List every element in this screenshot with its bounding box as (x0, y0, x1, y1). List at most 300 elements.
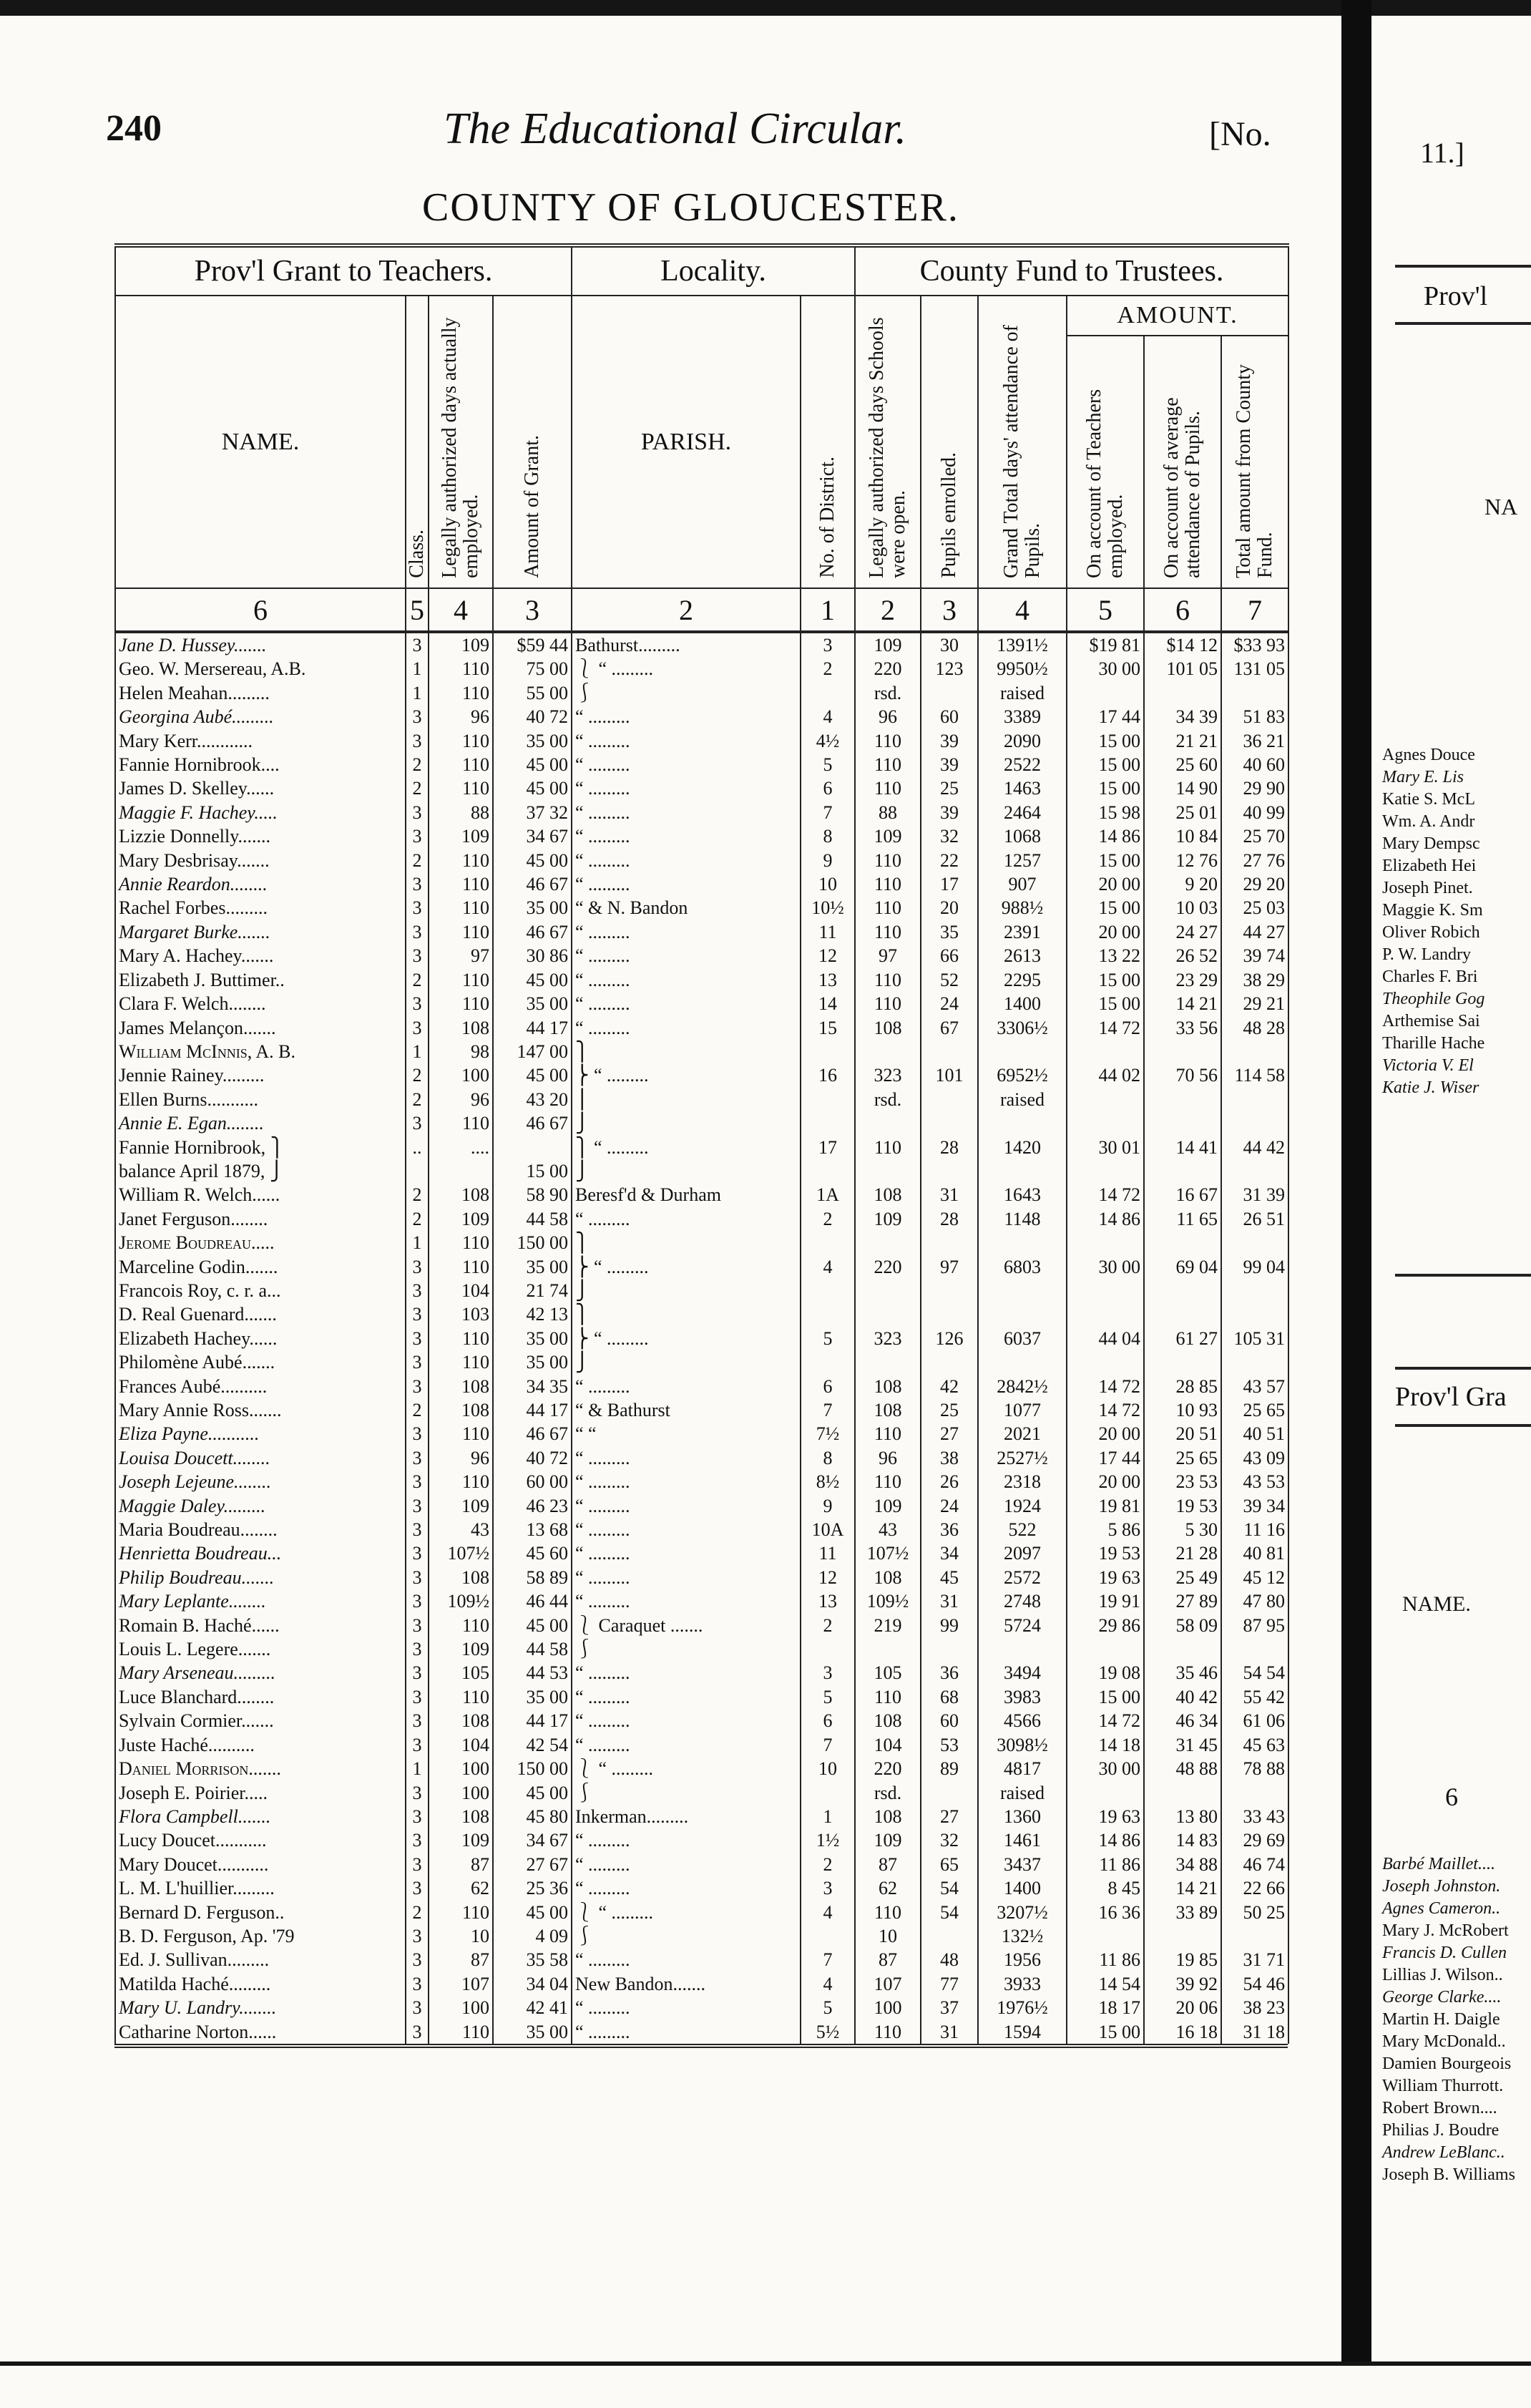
adjacent-list-item: P. W. Landry (1382, 945, 1472, 964)
cell-parish: ⎱ Caraquet ....... (572, 1614, 801, 1637)
cell-enrolled: 54 (921, 1876, 978, 1900)
cell-total-fund (1221, 1924, 1288, 1948)
cell-parish: “ ......... (572, 801, 801, 824)
cell-parish: ⎰ (572, 681, 801, 705)
cell-on-average (1144, 1159, 1221, 1183)
cell-district (801, 1637, 855, 1661)
cell-name: Matilda Haché......... (115, 1972, 406, 1996)
cell-attendance: raised (978, 1781, 1067, 1805)
cell-grant: 35 00 (493, 992, 572, 1015)
header-on-average: On account of average attendance of Pupils. (1144, 336, 1221, 588)
table-row (115, 1279, 1288, 1302)
table-row (115, 1136, 1288, 1159)
cell-class: 2 (406, 968, 429, 992)
adjacent-list-item: Maggie K. Sm (1382, 901, 1483, 920)
header-class: Class. (406, 296, 429, 588)
cell-class: 3 (406, 1781, 429, 1805)
cell-district (801, 1088, 855, 1111)
cell-enrolled: 27 (921, 1422, 978, 1446)
cell-on-average: 25 01 (1144, 801, 1221, 824)
cell-name: Maria Boudreau........ (115, 1518, 406, 1541)
cell-class: 2 (406, 1088, 429, 1111)
cell-district: 11 (801, 920, 855, 944)
cell-parish: “ ......... (572, 1996, 801, 2019)
cell-attendance: 3437 (978, 1853, 1067, 1876)
cell-enrolled: 67 (921, 1016, 978, 1040)
cell-name: Mary Leplante........ (115, 1589, 406, 1613)
cell-total-fund: 55 42 (1221, 1685, 1288, 1709)
cell-name: Georgina Aubé......... (115, 705, 406, 728)
cell-on-teachers: 20 00 (1067, 1422, 1144, 1446)
adjacent-list-item: Joseph Pinet. (1382, 879, 1473, 897)
cell-enrolled: 22 (921, 849, 978, 872)
cell-parish: ⎫ (572, 1231, 801, 1254)
cell-district (801, 1350, 855, 1374)
cell-class: 2 (406, 776, 429, 800)
adjacent-list-item: Barbé Maillet.... (1382, 1855, 1495, 1873)
table-row (115, 1375, 1288, 1398)
cell-grant: 35 00 (493, 1255, 572, 1279)
cell-days-employed: 109 (429, 824, 493, 848)
cell-grant: 46 67 (493, 1111, 572, 1135)
cell-class: 3 (406, 1637, 429, 1661)
table-row (115, 1183, 1288, 1207)
cell-attendance: 522 (978, 1518, 1067, 1541)
cell-on-average (1144, 1637, 1221, 1661)
cell-district: 7 (801, 1948, 855, 1971)
cell-grant: 35 00 (493, 729, 572, 753)
cell-class: 3 (406, 1996, 429, 2019)
cell-total-fund: 114 58 (1221, 1063, 1288, 1087)
cell-on-average: 48 88 (1144, 1757, 1221, 1780)
cell-days-open: 107½ (855, 1541, 921, 1565)
cell-district: 6 (801, 1709, 855, 1732)
adjacent-list-item: Lillias J. Wilson.. (1382, 1966, 1503, 1984)
adjacent-rule (1395, 322, 1531, 325)
cell-district: 7 (801, 1733, 855, 1757)
cell-grant: 45 00 (493, 849, 572, 872)
cell-days-open: 110 (855, 753, 921, 776)
cell-enrolled: 30 (921, 632, 978, 657)
cell-days-open: 107 (855, 1972, 921, 1996)
table-row (115, 1398, 1288, 1422)
cell-attendance: 2090 (978, 729, 1067, 753)
cell-attendance: 2842½ (978, 1375, 1067, 1398)
cell-days-employed: 96 (429, 705, 493, 728)
header-grant: Amount of Grant. (493, 296, 572, 588)
cell-class: 1 (406, 1231, 429, 1254)
cell-class: 1 (406, 1040, 429, 1063)
cell-on-average: 40 42 (1144, 1685, 1221, 1709)
cell-on-average: 12 76 (1144, 849, 1221, 872)
cell-total-fund: 36 21 (1221, 729, 1288, 753)
cell-on-average: 23 53 (1144, 1470, 1221, 1493)
header-amount: AMOUNT. (1067, 296, 1288, 336)
cell-on-teachers: 14 86 (1067, 824, 1144, 848)
cell-parish: “ ......... (572, 1685, 801, 1709)
cell-name: Louis L. Legere....... (115, 1637, 406, 1661)
cell-on-average: 25 65 (1144, 1446, 1221, 1470)
cell-total-fund (1221, 1279, 1288, 1302)
cell-parish: “ ......... (572, 1566, 801, 1589)
cell-district: 6 (801, 776, 855, 800)
cell-on-average: 19 53 (1144, 1494, 1221, 1518)
cell-on-teachers: 5 86 (1067, 1518, 1144, 1541)
cell-total-fund: 38 23 (1221, 1996, 1288, 2019)
cell-grant: 150 00 (493, 1757, 572, 1780)
cell-on-teachers: 14 54 (1067, 1972, 1144, 1996)
adjacent-name-label: NAME. (1402, 1592, 1471, 1616)
cell-district: 12 (801, 1566, 855, 1589)
cell-district: 15 (801, 1016, 855, 1040)
cell-attendance: 2021 (978, 1422, 1067, 1446)
cell-attendance: 1257 (978, 849, 1067, 872)
cell-days-employed: 103 (429, 1302, 493, 1326)
cell-days-open: 110 (855, 729, 921, 753)
adjacent-list-item: Oliver Robich (1382, 923, 1480, 942)
cell-district: 3 (801, 632, 855, 657)
cell-days-open (855, 1040, 921, 1063)
cell-grant: 43 20 (493, 1088, 572, 1111)
cell-enrolled: 42 (921, 1375, 978, 1398)
cell-days-employed: 87 (429, 1948, 493, 1971)
cell-days-employed: 104 (429, 1733, 493, 1757)
cell-days-employed: 107½ (429, 1541, 493, 1565)
cell-days-employed: 110 (429, 1350, 493, 1374)
cell-class: 3 (406, 1853, 429, 1876)
cell-total-fund: 61 06 (1221, 1709, 1288, 1732)
adjacent-list-item: William Thurrott. (1382, 2077, 1504, 2095)
cell-name: Mary Doucet........... (115, 1853, 406, 1876)
cell-on-teachers (1067, 1111, 1144, 1135)
cell-grant: 15 00 (493, 1159, 572, 1183)
cell-attendance: 1400 (978, 992, 1067, 1015)
cell-on-average: 14 21 (1144, 1876, 1221, 1900)
cell-district: 7 (801, 801, 855, 824)
cell-name: Mary A. Hachey....... (115, 944, 406, 967)
cell-on-average: 14 21 (1144, 992, 1221, 1015)
cell-on-average: 13 80 (1144, 1805, 1221, 1828)
cell-parish: ⎱ “ ......... (572, 657, 801, 681)
cell-parish: “ & N. Bandon (572, 896, 801, 920)
cell-name: Jane D. Hussey....... (115, 632, 406, 657)
cell-enrolled: 45 (921, 1566, 978, 1589)
cell-parish: Bathurst......... (572, 632, 801, 657)
cell-days-employed: 10 (429, 1924, 493, 1948)
cell-days-employed: 107 (429, 1972, 493, 1996)
table-row (115, 1781, 1288, 1805)
cell-days-employed: 110 (429, 1614, 493, 1637)
cell-class: 3 (406, 729, 429, 753)
cell-attendance (978, 1637, 1067, 1661)
cell-attendance: 9950½ (978, 657, 1067, 681)
cell-name: Maggie F. Hachey..... (115, 801, 406, 824)
cell-days-open: 43 (855, 1518, 921, 1541)
cell-days-employed: 43 (429, 1518, 493, 1541)
cell-total-fund: 25 70 (1221, 824, 1288, 848)
cell-grant: 42 13 (493, 1302, 572, 1326)
cell-on-teachers: 29 86 (1067, 1614, 1144, 1637)
cell-days-employed: 110 (429, 657, 493, 681)
table-row (115, 1901, 1288, 1924)
cell-days-open: 110 (855, 992, 921, 1015)
table-row (115, 1518, 1288, 1541)
cell-enrolled (921, 1637, 978, 1661)
cell-total-fund: 39 34 (1221, 1494, 1288, 1518)
cell-attendance: 3983 (978, 1685, 1067, 1709)
cell-name: L. M. L'huillier......... (115, 1876, 406, 1900)
cell-on-teachers: 19 53 (1067, 1541, 1144, 1565)
table-row (115, 944, 1288, 967)
cell-name: Ellen Burns........... (115, 1088, 406, 1111)
cell-on-average (1144, 1302, 1221, 1326)
adjacent-list-item: Martin H. Daigle (1382, 2010, 1500, 2029)
cell-days-employed: 110 (429, 896, 493, 920)
issue-number: [No. (1209, 115, 1271, 153)
cell-days-open (855, 1279, 921, 1302)
cell-days-employed: 110 (429, 1470, 493, 1493)
cell-attendance: 4817 (978, 1757, 1067, 1780)
cell-attendance: 1391½ (978, 632, 1067, 657)
cell-parish: “ ......... (572, 1518, 801, 1541)
cell-days-employed (429, 1159, 493, 1183)
cell-on-teachers: 20 00 (1067, 1470, 1144, 1493)
cell-on-average: 10 84 (1144, 824, 1221, 848)
grant-table-container (114, 243, 1288, 2048)
table-row (115, 632, 1288, 657)
cell-total-fund (1221, 1088, 1288, 1111)
table-row (115, 1302, 1288, 1326)
cell-on-average (1144, 1111, 1221, 1135)
cell-days-employed: 87 (429, 1853, 493, 1876)
cell-on-average: 27 89 (1144, 1589, 1221, 1613)
cell-enrolled (921, 1350, 978, 1374)
cell-on-teachers: 14 86 (1067, 1207, 1144, 1231)
table-row (115, 1805, 1288, 1828)
cell-attendance: 4566 (978, 1709, 1067, 1732)
cell-enrolled: 48 (921, 1948, 978, 1971)
cell-enrolled: 37 (921, 1996, 978, 2019)
table-row (115, 1876, 1288, 1900)
cell-on-average (1144, 1781, 1221, 1805)
cell-enrolled: 20 (921, 896, 978, 920)
table-row (115, 1614, 1288, 1637)
cell-name: Mary Kerr............ (115, 729, 406, 753)
cell-on-teachers: 14 72 (1067, 1016, 1144, 1040)
cell-district (801, 1040, 855, 1063)
cell-parish: ⎫ “ ......... (572, 1136, 801, 1159)
cell-total-fund: 29 90 (1221, 776, 1288, 800)
cell-on-average: 101 05 (1144, 657, 1221, 681)
cell-parish: “ “ (572, 1422, 801, 1446)
cell-on-teachers: 14 18 (1067, 1733, 1144, 1757)
cell-days-employed: 110 (429, 849, 493, 872)
cell-parish: ⎱ “ ......... (572, 1901, 801, 1924)
cell-grant: 45 00 (493, 753, 572, 776)
cell-name: Jerome Boudreau..... (115, 1231, 406, 1254)
cell-enrolled (921, 1924, 978, 1948)
cell-on-average (1144, 681, 1221, 705)
adjacent-list-item: Andrew LeBlanc.. (1382, 2143, 1505, 2162)
cell-district: 2 (801, 1614, 855, 1637)
cell-attendance: 1068 (978, 824, 1067, 848)
table-row (115, 1494, 1288, 1518)
cell-enrolled: 52 (921, 968, 978, 992)
cell-on-average: 58 09 (1144, 1614, 1221, 1637)
cell-days-employed: .... (429, 1136, 493, 1159)
cell-enrolled (921, 1231, 978, 1254)
cell-enrolled: 17 (921, 872, 978, 896)
cell-name: Elizabeth J. Buttimer.. (115, 968, 406, 992)
cell-class: 3 (406, 872, 429, 896)
cell-days-employed: 110 (429, 1255, 493, 1279)
cell-class: 3 (406, 1733, 429, 1757)
cell-grant: 45 80 (493, 1805, 572, 1828)
cell-on-teachers: 30 00 (1067, 1757, 1144, 1780)
adjacent-rule (1395, 1274, 1531, 1277)
cell-district (801, 1302, 855, 1326)
cell-class: 3 (406, 1255, 429, 1279)
table-row (115, 681, 1288, 705)
cell-class: 3 (406, 1446, 429, 1470)
cell-on-average: 33 56 (1144, 1016, 1221, 1040)
cell-attendance: 6037 (978, 1327, 1067, 1350)
top-border (0, 0, 1531, 16)
cell-on-average (1144, 1231, 1221, 1254)
table-row (115, 1685, 1288, 1709)
cell-grant: 34 67 (493, 824, 572, 848)
cell-parish: “ ......... (572, 2020, 801, 2044)
cell-enrolled: 77 (921, 1972, 978, 1996)
cell-enrolled: 39 (921, 753, 978, 776)
cell-on-teachers: 19 63 (1067, 1805, 1144, 1828)
adjacent-rule (1395, 265, 1531, 268)
cell-grant: 45 00 (493, 1901, 572, 1924)
cell-class: 3 (406, 992, 429, 1015)
table-row (115, 1040, 1288, 1063)
cell-enrolled: 65 (921, 1853, 978, 1876)
cell-on-average (1144, 1040, 1221, 1063)
cell-on-average (1144, 1350, 1221, 1374)
cell-grant (493, 1136, 572, 1159)
cell-on-average (1144, 1088, 1221, 1111)
county-title: COUNTY OF GLOUCESTER. (422, 185, 959, 230)
cell-days-open: 220 (855, 657, 921, 681)
cell-days-open: 110 (855, 2020, 921, 2044)
header-parish: PARISH. (572, 296, 801, 588)
cell-days-employed: 110 (429, 2020, 493, 2044)
cell-district: 4 (801, 1901, 855, 1924)
cell-parish: “ ......... (572, 1470, 801, 1493)
cell-name: Luce Blanchard........ (115, 1685, 406, 1709)
cell-total-fund: 46 74 (1221, 1853, 1288, 1876)
cell-on-teachers: 13 22 (1067, 944, 1144, 967)
cell-days-open: 110 (855, 896, 921, 920)
cell-on-teachers: 14 72 (1067, 1375, 1144, 1398)
cell-days-employed: 110 (429, 968, 493, 992)
cell-on-average: 28 85 (1144, 1375, 1221, 1398)
cell-attendance: 2572 (978, 1566, 1067, 1589)
cell-class: 3 (406, 1422, 429, 1446)
cell-attendance: 1148 (978, 1207, 1067, 1231)
cell-enrolled: 36 (921, 1661, 978, 1685)
cell-class: 3 (406, 1614, 429, 1637)
cell-days-open: 87 (855, 1948, 921, 1971)
cell-days-employed: 96 (429, 1088, 493, 1111)
cell-district: 12 (801, 944, 855, 967)
cell-district: 2 (801, 1853, 855, 1876)
cell-parish: “ ......... (572, 1709, 801, 1732)
cell-enrolled: 123 (921, 657, 978, 681)
cell-class: 3 (406, 1709, 429, 1732)
cell-attendance: 1077 (978, 1398, 1067, 1422)
cell-days-open: 110 (855, 1136, 921, 1159)
adjacent-header-provincial-grant: Prov'l Gra (1395, 1382, 1507, 1412)
cell-district: 10½ (801, 896, 855, 920)
cell-days-open: 88 (855, 801, 921, 824)
cell-parish: ⎱ “ ......... (572, 1757, 801, 1780)
cell-days-employed: 110 (429, 1327, 493, 1350)
cell-days-employed: 100 (429, 1996, 493, 2019)
cell-days-open: 110 (855, 872, 921, 896)
table-row (115, 968, 1288, 992)
cell-days-open: 110 (855, 776, 921, 800)
cell-parish: ⎰ (572, 1781, 801, 1805)
cell-grant: 46 67 (493, 920, 572, 944)
cell-enrolled: 60 (921, 1709, 978, 1732)
cell-name: Fannie Hornibrook.... (115, 753, 406, 776)
cell-days-open: 87 (855, 1853, 921, 1876)
cell-total-fund: 48 28 (1221, 1016, 1288, 1040)
table-row (115, 1159, 1288, 1183)
cell-days-employed: 100 (429, 1757, 493, 1780)
cell-on-teachers (1067, 1924, 1144, 1948)
cell-grant: 45 60 (493, 1541, 572, 1565)
cell-name: Ed. J. Sullivan......... (115, 1948, 406, 1971)
cell-on-average: 46 34 (1144, 1709, 1221, 1732)
cell-days-employed: 98 (429, 1040, 493, 1063)
cell-attendance: 1463 (978, 776, 1067, 800)
cell-total-fund: 43 57 (1221, 1375, 1288, 1398)
cell-district: 5 (801, 1685, 855, 1709)
cell-days-open (855, 1350, 921, 1374)
adjacent-name-list-2 (1382, 1853, 1515, 2186)
cell-grant: 55 00 (493, 681, 572, 705)
cell-name: Catharine Norton...... (115, 2020, 406, 2044)
header-district: No. of District. (801, 296, 855, 588)
cell-attendance: 1594 (978, 2020, 1067, 2044)
adjacent-list-item: Joseph Johnston. (1382, 1877, 1501, 1896)
cell-district: 3 (801, 1876, 855, 1900)
cell-days-open: 96 (855, 1446, 921, 1470)
group-header-provincial-grant: Prov'l Grant to Teachers. (115, 245, 572, 296)
column-number: 2 (572, 588, 801, 632)
cell-attendance: 1956 (978, 1948, 1067, 1971)
cell-enrolled: 27 (921, 1805, 978, 1828)
group-header-locality: Locality. (572, 245, 855, 296)
cell-on-teachers (1067, 1159, 1144, 1183)
cell-days-open (855, 1231, 921, 1254)
column-number: 2 (855, 588, 921, 632)
cell-parish: “ ......... (572, 992, 801, 1015)
cell-name: Lucy Doucet........... (115, 1828, 406, 1852)
cell-days-open: 10 (855, 1924, 921, 1948)
cell-parish: “ ......... (572, 872, 801, 896)
cell-total-fund: 87 95 (1221, 1614, 1288, 1637)
cell-days-employed: 109 (429, 632, 493, 657)
cell-on-teachers: 15 00 (1067, 896, 1144, 920)
cell-days-employed: 108 (429, 1016, 493, 1040)
